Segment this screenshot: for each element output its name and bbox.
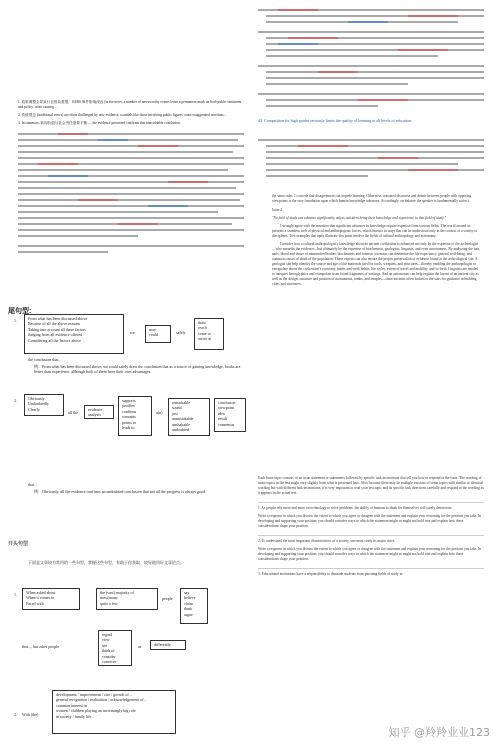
option-text: idea [218, 410, 225, 416]
option-text: Judging from all evidence offered [28, 332, 83, 338]
option-text: sound [172, 405, 182, 411]
pattern2-that: that... [28, 482, 37, 487]
option-text: think [184, 606, 193, 612]
option-text: could [149, 332, 158, 338]
option-text: may [149, 327, 156, 332]
option-text: confirms [122, 408, 137, 414]
pattern2-all: all the [68, 410, 78, 415]
pattern2-result-box [214, 398, 246, 432]
option-text: general recognition / realization / acknowledgement of... [56, 697, 147, 703]
issue-quote: "No field of study can advance significantly unless outsiders bring their knowledge and experience to that field of study." [272, 216, 446, 220]
option-text: Undoubtedly [28, 401, 49, 407]
option-text: quite a few [100, 600, 118, 606]
pattern1-verb-box [194, 318, 224, 350]
pattern3-intro: 下面是文章较为常用的一些句型，掌握这些句型，有助于你获取、较好地用好文章论点。 [28, 560, 184, 565]
option-text: Because of all the above reasons [28, 321, 81, 327]
essay-body: I strongly agree with the assertion that significant advances in knowledge require expertise from various fields. The world around us presents a seamless web of physical and anthropogenic forces, which interact in ways that can be understood only in the context of a variety of disciplines. Two examples that aptly illustrate this point involve the fields of cultural anthropology and astronomy. [272, 224, 478, 238]
pattern2-adj-box [168, 398, 210, 436]
issue-topics [258, 476, 484, 580]
pattern3-num-2: 2. [14, 712, 17, 717]
pattern3-as: as [138, 644, 142, 649]
text-lines-illustration [258, 6, 486, 116]
option-text: analysis [88, 412, 101, 418]
pattern2-adverb-box [24, 394, 64, 416]
option-text: the (vast) majority of [100, 590, 134, 595]
topic-title: 1. As people rely more and more on technology to solve problems, the ability of humans to think for themselves will surely deteriorate. [258, 506, 453, 510]
option-text: women / children playing an increasingly big role [56, 708, 136, 714]
topic-item [258, 502, 484, 529]
pattern3-with-box [52, 690, 176, 734]
text-lines-illustration [18, 130, 246, 260]
option-text: development / improvement / rise / growth of... [56, 692, 132, 697]
pattern3-num: 1. [14, 592, 17, 597]
pattern1-example: 例：From what has been discussed above, we could safely draw the conclusion that as a source of gaining knowledge, books are better than experience, although both of them have their own advantages. [34, 364, 241, 375]
pattern2-article: a(n) [156, 410, 163, 415]
option-text: claim [184, 600, 193, 606]
option-text: common interest in [56, 702, 87, 708]
paragraph: 3. In summary, 新闻价值与社会责任需要平衡 — the evidence presented confirms this unavoidable conclusion. [18, 121, 181, 125]
option-text: consider [102, 653, 116, 659]
option-text: unshakable [172, 421, 190, 427]
option-text: think of [102, 648, 115, 654]
option-text: believe [184, 595, 196, 601]
option-text: in society / family life, [56, 713, 93, 719]
option-text: Obviously [28, 396, 45, 401]
pattern1-num: 1. [14, 318, 17, 323]
option-text: Clearly [28, 406, 40, 412]
topic-title: 2. To understand the most important characteristics of a society, one must study its major cities. [258, 539, 396, 543]
option-text: From what has been discussed above [28, 316, 88, 321]
pattern1-safely: safely [176, 330, 186, 335]
topic-item [258, 535, 484, 562]
option-text: supports [122, 398, 136, 403]
topic-body: Write a response in which you discuss the extent to which you agree or disagree with the statement and explain your reasoning for the position you take. In developing and supporting your position, you should consider ways in which the statement might or might not hold true and explain how these considerations shape your position. [258, 514, 482, 528]
pattern2-verb-box [118, 396, 152, 436]
option-text: just [172, 410, 178, 416]
option-text: viewpoint [218, 405, 234, 411]
right-top-para-lines [258, 136, 486, 191]
pattern1-conclusion: the conclusion that... [28, 357, 62, 362]
option-text: remarkable [172, 400, 190, 405]
option-text: consensus [218, 421, 235, 427]
section-title-opening: 开头句型 [8, 541, 29, 547]
option-text: differently [154, 642, 171, 647]
option-text: warrants [122, 414, 136, 420]
pattern3-that: that..., but other people [22, 644, 59, 649]
option-text: regard [102, 632, 113, 637]
option-text: justifies [122, 403, 135, 409]
pattern3-differently-box [150, 640, 186, 650]
topic-body: Write a response in which you discuss the extent to which you agree or disagree with the statement and explain your reasoning for the position you take. In developing and supporting your position, you should consider ways in which the statement might or might not hold true and explain how these considerations shape your position. [258, 547, 482, 561]
paragraph: 1. 政策调整会导致行业格局重塑，SARS 事件影响深远 (in the news, a number of newsworthy events leave a permanent mark on both public sentiment and policy, often causing... [18, 100, 242, 109]
pattern3-with: With (the) [22, 712, 39, 717]
option-text: arrive at [198, 336, 212, 342]
option-text: say [184, 590, 190, 595]
option-text: unmistakable [172, 416, 194, 422]
pattern3-verb-box [180, 588, 208, 624]
text-lines-illustration [258, 136, 486, 186]
option-text: result [218, 416, 227, 422]
option-text: reach [198, 325, 207, 331]
option-text: argue [184, 611, 193, 617]
pattern2-num: 2. [14, 398, 17, 403]
option-text: When it comes to [26, 595, 55, 601]
topic-title: 3. Educational institutions have a responsibility to dissuade students from pursuing fields of study in [258, 572, 403, 576]
essay-topic-heading: 43. Competition for high grades seriously limits the quality of learning at all levels of education. [258, 118, 413, 123]
pattern2-example: 例：Obviously, all the evidence confirms an undoubted conclusion that not all the progress is always good. [34, 489, 207, 494]
option-text: When asked about [26, 590, 56, 595]
essay-block [272, 194, 480, 290]
essay-body-2: Consider how a cultural anthropologist's knowledge about an ancient civilization is enhanced not only by the expertise of the archeologist—who unearths the evidence—but ultimately by the expertise of biochemists, geologists, linguists, and even astronomers. By analyzing the hair, nails, blood and tissue of mummified bodies, biochemists and forensic scientists can determine the life expectancy, general well-being, and common causes of death of the population. These experts can also ensure the proper preservation of evidence found at the archeological site. A geologist can help identify the source and age of the materials used for tools, weapons, and structures—thereby enabling the anthropologist to extrapolate about the civilization's economy, trades and work habits, life styles, extent of travel and mobility, and so forth. Linguists are needed to interpret hieroglyphics and extrapolate from found fragments of writings. And an astronomer can help explain the layout of an ancient city as well as the design, structure and position of monuments, tombs, and temples—since ancients often looked to the stars for guidance in building cities and structures. [272, 242, 480, 286]
pattern3-regard-box [98, 630, 132, 666]
option-text: leads to [122, 425, 135, 431]
option-text: view [102, 637, 110, 643]
topic-item [258, 568, 484, 577]
topics-intro: Each Issue topic consists of an issue statement or statements followed by specific task instructions that tell you how to respond to the issue. The wording of some topics in the test might vary slightly from what is presented here. Also, because there may be multiple versions of some topics with similar or identical wording but with different task instructions, it is very important to read your test topic and its specific task directions carefully and respond to the wording as it appears in the actual test. [258, 476, 484, 495]
option-text: Faced with [26, 600, 44, 606]
option-text: conceive [102, 659, 117, 665]
issue-label: Issue 2 [272, 208, 283, 212]
section-title-ending: 尾句型: [8, 308, 32, 315]
option-text: points to [122, 419, 136, 425]
pattern3-people: people [162, 596, 173, 601]
option-text: draw [198, 320, 206, 325]
option-text: evidence [88, 407, 103, 412]
pattern1-left-box [24, 314, 124, 354]
pattern2-noun-box [84, 405, 114, 419]
option-text: come to [198, 330, 211, 336]
pattern1-we: we [130, 330, 135, 335]
left-top-text [18, 100, 246, 129]
pattern3-quantity-box [96, 588, 158, 610]
pattern3-opener-box [22, 588, 80, 610]
paragraph: 2. 传统观念 (traditional views) are often challenged by new evidence; scandals like those involving public figures cause exaggerated reactions... [18, 113, 227, 117]
essay-intro: the same rules. I concede that disagreement can impede learning. Otherwise, reasoned discourse and debate between people with opposing viewpoints is the very foundation upon which human knowledge advances. Accordingly, on balance the speaker is fundamentally correct. [272, 194, 472, 203]
watermark: 知乎 @羚羚业业123 [388, 726, 490, 739]
option-text: conclusion [218, 400, 236, 405]
option-text: most/many [100, 595, 118, 601]
pattern1-modal-box [145, 325, 171, 343]
option-text: Taking into account all these factors [28, 326, 86, 332]
right-top-lines [258, 6, 486, 121]
option-text: undoubted [172, 427, 189, 433]
option-text: Considering all the factors above [28, 337, 81, 343]
option-text: see [102, 642, 108, 648]
text-lines-left [18, 130, 246, 265]
